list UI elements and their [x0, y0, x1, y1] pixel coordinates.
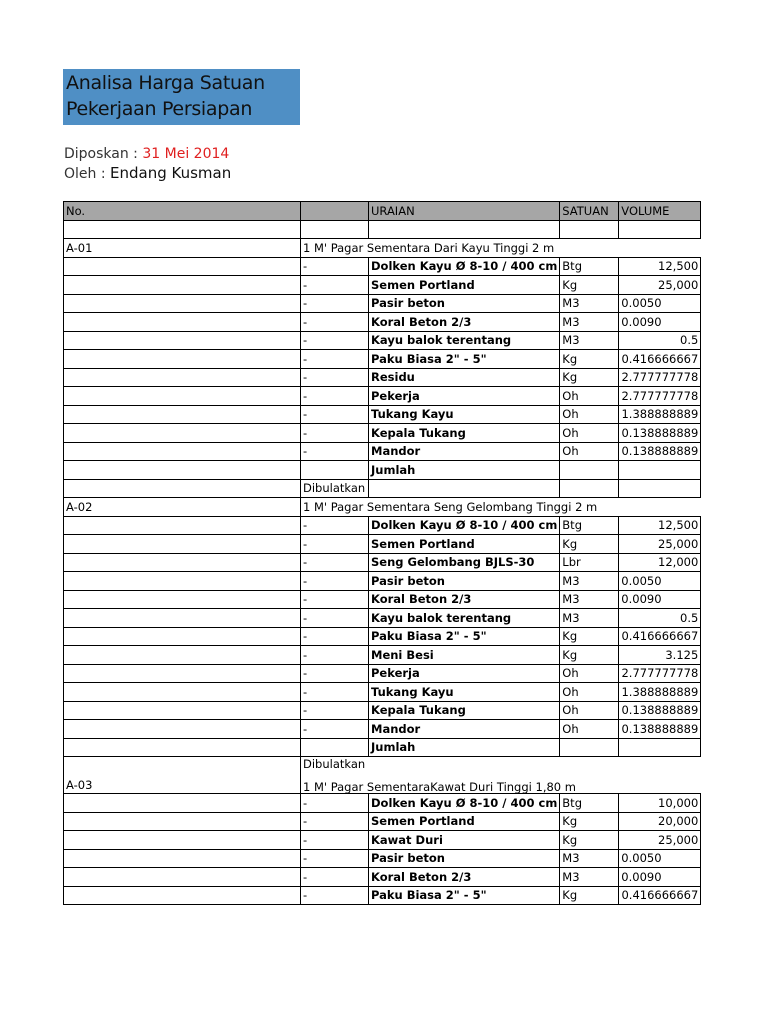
table-row: [64, 794, 701, 813]
section-code: A-03: [64, 757, 301, 794]
item-satuan: Oh: [560, 405, 619, 424]
item-uraian: Paku Biasa 2" - 5": [369, 350, 560, 369]
dibulatkan-label: Dibulatkan: [301, 479, 369, 498]
empty-cell: [369, 479, 560, 498]
empty-cell: [369, 220, 560, 239]
dash-cell: -: [301, 794, 369, 813]
item-satuan: M3: [560, 294, 619, 313]
dash-cell: -: [301, 535, 369, 554]
empty-cell: [301, 220, 369, 239]
item-volume: 2.777777778: [619, 368, 701, 387]
dash-cell: -: [301, 257, 369, 276]
dash-cell: -: [301, 424, 369, 443]
item-satuan: Oh: [560, 387, 619, 406]
dash-cell: -: [301, 609, 369, 628]
row-no-cell: [64, 294, 301, 313]
item-volume: 0.0090: [619, 590, 701, 609]
item-satuan: Oh: [560, 683, 619, 702]
item-volume: 1.388888889: [619, 683, 701, 702]
item-volume: 3.125: [619, 646, 701, 665]
dash-cell: -: [301, 276, 369, 295]
item-satuan: Kg: [560, 350, 619, 369]
empty-cell: [301, 461, 369, 480]
item-volume: 25,000: [619, 276, 701, 295]
item-uraian: Pasir beton: [369, 849, 560, 868]
dash-cell: -: [301, 701, 369, 720]
item-satuan: Oh: [560, 442, 619, 461]
table-row: [64, 294, 701, 313]
row-no-cell: [64, 738, 301, 757]
table-row: [64, 868, 701, 887]
item-uraian: Kayu balok terentang: [369, 331, 560, 350]
table-row: [64, 313, 701, 332]
section-title: 1 M' Pagar Sementara Seng Gelombang Tinggi 2 m: [301, 498, 701, 517]
table-row: [64, 405, 701, 424]
item-uraian: Meni Besi: [369, 646, 560, 665]
posted-line: [64, 145, 229, 163]
dibulatkan-row: [64, 479, 701, 498]
item-satuan: M3: [560, 572, 619, 591]
table-row: [64, 572, 701, 591]
item-volume: 12,500: [619, 516, 701, 535]
table-row: [64, 516, 701, 535]
item-satuan: Oh: [560, 424, 619, 443]
dash-cell: -: [301, 664, 369, 683]
table-row: [64, 553, 701, 572]
row-no-cell: [64, 812, 301, 831]
jumlah-label: Jumlah: [369, 461, 560, 480]
item-uraian: Kepala Tukang: [369, 701, 560, 720]
row-no-cell: [64, 683, 301, 702]
empty-cell: [560, 738, 619, 757]
section-title: Dibulatkan 1 M' Pagar SementaraKawat Duri Tinggi 1,80 m: [301, 757, 701, 794]
table-row: [64, 627, 701, 646]
dash-cell: -: [301, 294, 369, 313]
table-row: [64, 849, 701, 868]
header-col2: [301, 202, 369, 221]
row-no-cell: [64, 590, 301, 609]
table-row: [64, 257, 701, 276]
item-volume: 0.0090: [619, 313, 701, 332]
dash-cell: -: [301, 646, 369, 665]
row-no-cell: [64, 553, 301, 572]
empty-cell: [560, 220, 619, 239]
item-uraian: Mandor: [369, 720, 560, 739]
item-volume: 10,000: [619, 794, 701, 813]
item-uraian: Mandor: [369, 442, 560, 461]
row-no-cell: [64, 405, 301, 424]
dash-cell: -: [301, 331, 369, 350]
item-uraian: Kepala Tukang: [369, 424, 560, 443]
item-volume: 0.416666667: [619, 886, 701, 905]
row-no-cell: [64, 868, 301, 887]
empty-cell: [560, 461, 619, 480]
item-volume: 12,500: [619, 257, 701, 276]
item-satuan: Oh: [560, 720, 619, 739]
item-volume: 0.138888889: [619, 442, 701, 461]
item-satuan: Btg: [560, 257, 619, 276]
dash-cell: -: [301, 831, 369, 850]
header-no: No.: [64, 202, 301, 221]
table-row: [64, 831, 701, 850]
row-no-cell: [64, 276, 301, 295]
row-no-cell: [64, 331, 301, 350]
item-uraian: Pasir beton: [369, 294, 560, 313]
dash-cell: -: [301, 405, 369, 424]
dash-cell: -: [301, 516, 369, 535]
row-no-cell: [64, 609, 301, 628]
empty-cell: [560, 479, 619, 498]
row-no-cell: [64, 479, 301, 498]
item-uraian: Dolken Kayu Ø 8-10 / 400 cm: [369, 794, 560, 813]
item-satuan: Kg: [560, 831, 619, 850]
table-row: [64, 350, 701, 369]
posted-date[interactable]: 31 Mei 2014: [142, 146, 230, 162]
section-header-row: [64, 757, 701, 794]
item-volume: 0.0090: [619, 868, 701, 887]
dash-cell: -: [301, 368, 369, 387]
item-volume: 0.5: [619, 609, 701, 628]
table-row: [64, 683, 701, 702]
item-satuan: M3: [560, 868, 619, 887]
item-uraian: Semen Portland: [369, 535, 560, 554]
table-row: [64, 664, 701, 683]
row-no-cell: [64, 257, 301, 276]
item-volume: 0.138888889: [619, 424, 701, 443]
analysis-table: [63, 201, 701, 905]
dash-cell: -: [301, 812, 369, 831]
table-row: [64, 812, 701, 831]
dash-cell: -: [301, 886, 369, 905]
title-line-1: Analisa Harga Satuan: [66, 72, 265, 94]
table-row: [64, 646, 701, 665]
empty-cell: [301, 738, 369, 757]
dash-cell: -: [301, 849, 369, 868]
item-satuan: Kg: [560, 276, 619, 295]
row-no-cell: [64, 794, 301, 813]
item-uraian: Pekerja: [369, 387, 560, 406]
table-row: [64, 886, 701, 905]
item-uraian: Semen Portland: [369, 812, 560, 831]
item-uraian: Residu: [369, 368, 560, 387]
row-no-cell: [64, 387, 301, 406]
row-no-cell: [64, 350, 301, 369]
header-satuan: SATUAN: [560, 202, 619, 221]
row-no-cell: [64, 646, 301, 665]
section-header-row: [64, 498, 701, 517]
row-no-cell: [64, 313, 301, 332]
row-no-cell: [64, 368, 301, 387]
item-uraian: Koral Beton 2/3: [369, 590, 560, 609]
title-line-2: Pekerjaan Persiapan: [66, 98, 253, 120]
table-row: [64, 720, 701, 739]
item-uraian: Pasir beton: [369, 572, 560, 591]
item-uraian: Dolken Kayu Ø 8-10 / 400 cm: [369, 257, 560, 276]
item-volume: 0.5: [619, 331, 701, 350]
item-satuan: M3: [560, 331, 619, 350]
item-uraian: Paku Biasa 2" - 5": [369, 627, 560, 646]
dash-cell: -: [301, 313, 369, 332]
dash-cell: -: [301, 387, 369, 406]
table-row: [64, 442, 701, 461]
item-satuan: Kg: [560, 627, 619, 646]
row-no-cell: [64, 572, 301, 591]
item-volume: 25,000: [619, 831, 701, 850]
row-no-cell: [64, 516, 301, 535]
row-no-cell: [64, 849, 301, 868]
table-row: [64, 331, 701, 350]
empty-cell: [619, 461, 701, 480]
item-uraian: Pekerja: [369, 664, 560, 683]
section-code: A-02: [64, 498, 301, 517]
empty-cell: [619, 220, 701, 239]
header-uraian: URAIAN: [369, 202, 560, 221]
dash-cell: -: [301, 572, 369, 591]
dash-cell: -: [301, 720, 369, 739]
jumlah-row: [64, 461, 701, 480]
row-no-cell: [64, 442, 301, 461]
item-volume: 0.416666667: [619, 627, 701, 646]
table-header-row: [64, 202, 701, 221]
dash-cell: -: [301, 350, 369, 369]
item-satuan: Kg: [560, 886, 619, 905]
dash-cell: -: [301, 627, 369, 646]
row-no-cell: [64, 831, 301, 850]
table-row: [64, 609, 701, 628]
document-title: [63, 69, 300, 125]
dash-cell: -: [301, 553, 369, 572]
author-label: Oleh :: [64, 166, 106, 182]
item-volume: 0.416666667: [619, 350, 701, 369]
item-volume: 0.0050: [619, 294, 701, 313]
item-volume: 0.138888889: [619, 720, 701, 739]
dash-cell: -: [301, 442, 369, 461]
table-row: [64, 276, 701, 295]
section-title: 1 M' Pagar Sementara Dari Kayu Tinggi 2 m: [301, 239, 701, 258]
dash-cell: -: [301, 590, 369, 609]
table-row: [64, 424, 701, 443]
item-uraian: Tukang Kayu: [369, 683, 560, 702]
item-uraian: Dolken Kayu Ø 8-10 / 400 cm: [369, 516, 560, 535]
table-row: [64, 701, 701, 720]
jumlah-label: Jumlah: [369, 738, 560, 757]
spacer-row: [64, 220, 701, 239]
item-volume: 1.388888889: [619, 405, 701, 424]
item-satuan: Oh: [560, 701, 619, 720]
empty-cell: [619, 738, 701, 757]
item-volume: 12,000: [619, 553, 701, 572]
item-volume: 0.0050: [619, 572, 701, 591]
empty-cell: [64, 220, 301, 239]
item-uraian: Paku Biasa 2" - 5": [369, 886, 560, 905]
item-uraian: Koral Beton 2/3: [369, 313, 560, 332]
row-no-cell: [64, 535, 301, 554]
author-name[interactable]: Endang Kusman: [110, 164, 232, 182]
item-satuan: M3: [560, 849, 619, 868]
empty-cell: [619, 479, 701, 498]
row-no-cell: [64, 627, 301, 646]
item-uraian: Koral Beton 2/3: [369, 868, 560, 887]
item-volume: 2.777777778: [619, 387, 701, 406]
item-volume: 25,000: [619, 535, 701, 554]
item-volume: 0.0050: [619, 849, 701, 868]
item-uraian: Kayu balok terentang: [369, 609, 560, 628]
row-no-cell: [64, 886, 301, 905]
header-volume: VOLUME: [619, 202, 701, 221]
item-satuan: M3: [560, 590, 619, 609]
item-satuan: M3: [560, 609, 619, 628]
table-row: [64, 387, 701, 406]
table-row: [64, 590, 701, 609]
row-no-cell: [64, 664, 301, 683]
item-satuan: M3: [560, 313, 619, 332]
dash-cell: -: [301, 868, 369, 887]
item-satuan: Kg: [560, 812, 619, 831]
section-header-row: [64, 239, 701, 258]
item-volume: 2.777777778: [619, 664, 701, 683]
item-satuan: Lbr: [560, 553, 619, 572]
item-uraian: Kawat Duri: [369, 831, 560, 850]
item-volume: 20,000: [619, 812, 701, 831]
item-satuan: Kg: [560, 535, 619, 554]
item-satuan: Btg: [560, 516, 619, 535]
item-uraian: Semen Portland: [369, 276, 560, 295]
row-no-cell: [64, 461, 301, 480]
dibulatkan-overlap-label: Dibulatkan: [303, 757, 366, 771]
dash-cell: -: [301, 683, 369, 702]
item-uraian: Seng Gelombang BJLS-30: [369, 553, 560, 572]
item-satuan: Kg: [560, 646, 619, 665]
posted-label: Diposkan :: [64, 146, 138, 162]
section-code: A-01: [64, 239, 301, 258]
row-no-cell: [64, 720, 301, 739]
item-uraian: Tukang Kayu: [369, 405, 560, 424]
row-no-cell: [64, 424, 301, 443]
item-satuan: Oh: [560, 664, 619, 683]
item-satuan: Kg: [560, 368, 619, 387]
table-row: [64, 535, 701, 554]
author-line: [64, 164, 231, 183]
item-volume: 0.138888889: [619, 701, 701, 720]
jumlah-row: [64, 738, 701, 757]
table-row: [64, 368, 701, 387]
item-satuan: Btg: [560, 794, 619, 813]
row-no-cell: [64, 701, 301, 720]
